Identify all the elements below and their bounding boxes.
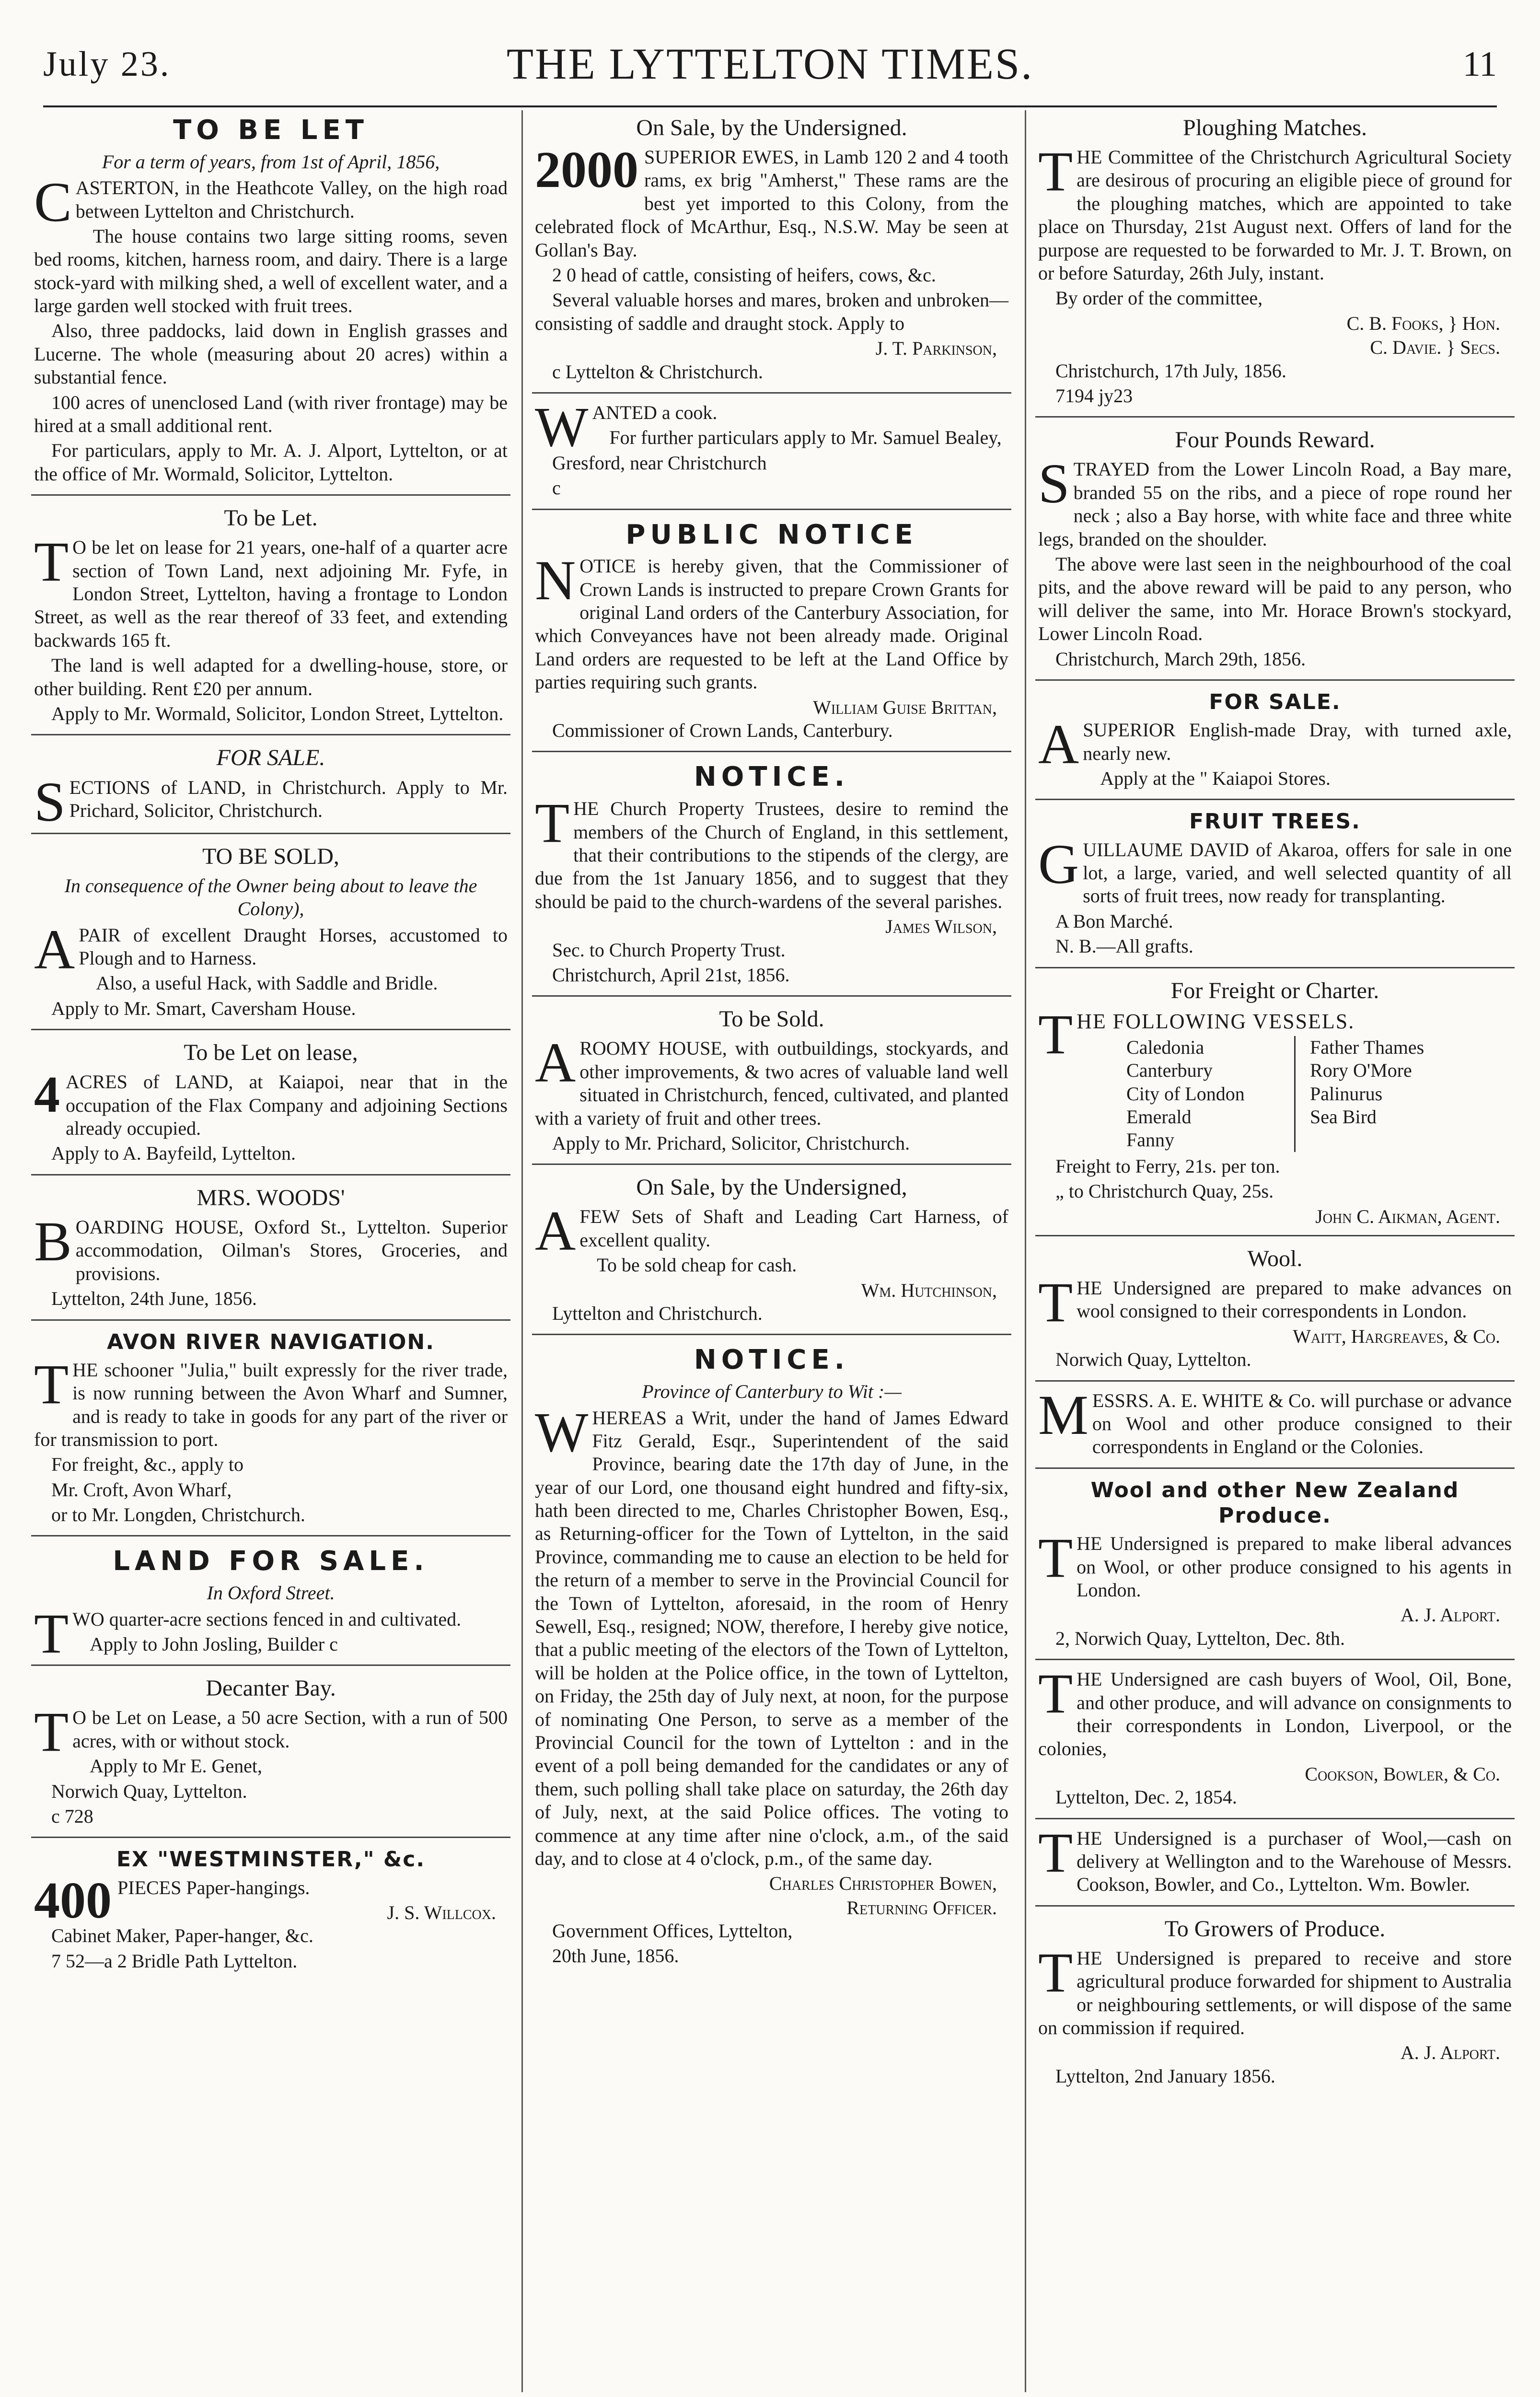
advertisement-notice-church	[532, 751, 1011, 995]
advertisement-freight	[1035, 967, 1515, 1235]
ad-body: TRAYED from the Lower Lincoln Road, a Bay mare, branded 55 on the ribs, and a piece of rope round her neck ; also a Bay horse, with white face and three white legs, branded on the shoulder.	[1038, 458, 1512, 550]
drop-capital: T	[1038, 1526, 1073, 1590]
ad-heading: LAND FOR SALE.	[113, 1546, 429, 1577]
drop-capital: T	[34, 1602, 69, 1665]
drop-capital: 2000	[535, 141, 638, 199]
ad-subheading: In Oxford Street.	[207, 1582, 335, 1604]
advertisement-for-sale-sections	[31, 734, 510, 832]
masthead-rule	[43, 105, 1497, 107]
ad-body: HE Undersigned is prepared to make liberal advances on Wool, or other produce consigned to his agents in London.	[1077, 1533, 1512, 1601]
ad-lead: HE FOLLOWING VESSELS.	[1077, 1009, 1355, 1033]
drop-capital: A	[535, 1199, 576, 1263]
ad-line: By order of the committee,	[1055, 287, 1263, 309]
ad-heading: To be Let.	[224, 505, 318, 531]
ad-line: James Wilson,	[885, 916, 997, 938]
newspaper-title: THE LYTTELTON TIMES.	[506, 39, 1034, 88]
ad-line: Apply to A. Bayfeild, Lyttelton.	[51, 1142, 296, 1164]
ad-body: HE Undersigned is a purchaser of Wool,—cash on delivery at Wellington and to the Warehouse of Messrs. Cookson, Bowler, and Co., Lyttelton. Wm. Bowler.	[1077, 1827, 1512, 1896]
column-divider	[521, 110, 523, 2392]
ad-heading: On Sale, by the Undersigned,	[636, 1175, 907, 1200]
ad-heading: NOTICE.	[694, 1344, 850, 1376]
ad-body: HE Undersigned is prepared to receive and store agricultural produce forwarded for shipment to Australia or neighbouring settlements, or will dispose of the same on commission if required.	[1038, 1947, 1512, 2038]
ad-body: HE Undersigned are prepared to make advances on wool consigned to their correspondents in London.	[1077, 1277, 1512, 1322]
advertisement-notice-writ	[532, 1334, 1011, 1977]
advertisement-growers	[1035, 1905, 1515, 2096]
page-number: 11	[1462, 45, 1497, 84]
advertisement-to-be-sold-horses	[31, 833, 510, 1029]
ad-line: Apply to Mr. Prichard, Solicitor, Christchurch.	[552, 1132, 910, 1154]
ad-line: Apply to Mr. Smart, Caversham House.	[51, 997, 356, 1019]
column-1	[31, 110, 510, 1981]
ad-body: OARDING HOUSE, Oxford St., Lyttelton. Superior accommodation, Oilman's Stores, Groceries, and provisions.	[75, 1216, 508, 1284]
ad-line: J. T. Parkinson,	[875, 337, 997, 360]
advertisement-fruit-trees	[1035, 799, 1515, 966]
ad-line: Apply to John Josling, Builder c	[90, 1633, 338, 1655]
ad-line: c	[552, 477, 561, 499]
drop-capital: T	[1038, 1821, 1073, 1884]
ad-heading: Four Pounds Reward.	[1175, 427, 1375, 453]
vessel-name: Palinurus	[1310, 1082, 1383, 1105]
ad-body: PIECES Paper-hangings.	[117, 1876, 310, 1898]
ad-body: HE Committee of the Christchurch Agricultural Society are desirous of procuring an eligible piece of ground for the ploughing matches, which are appointed to take place on Thursday, 21st August next. Offers of land for the purpose are requested to be forwarded to Mr. J. T. Brown, on or before Saturday, 26th July, instant.	[1038, 146, 1512, 284]
ad-body: UILLAUME DAVID of Akaroa, offers for sale in one lot, a large, varied, and well selected quantity of all sorts of fruit trees, now ready for transplanting.	[1083, 838, 1512, 907]
ad-subheading: In consequence of the Owner being about to leave the Colony),	[64, 874, 477, 920]
advertisement-avon-river	[31, 1319, 510, 1536]
ad-line: A. J. Alport.	[1400, 1604, 1500, 1626]
ad-line: C. Davie. } Secs.	[1370, 337, 1500, 359]
ad-line: Government Offices, Lyttelton,	[552, 1920, 793, 1942]
ad-heading: PUBLIC NOTICE	[625, 519, 918, 550]
issue-date: July 23.	[43, 45, 171, 84]
ad-line: A. J. Alport.	[1400, 2042, 1500, 2064]
ad-line: Christchurch, March 29th, 1856.	[1055, 648, 1306, 670]
ad-body: OTICE is hereby given, that the Commissioner of Crown Lands is instructed to prepare Crown Grants for original Land orders of the Canterbury Association, for which Conveyances have not been already made. Original Land orders are requested to be left at the Land Office by parties requiring such grants.	[535, 555, 1008, 693]
ad-body: ECTIONS of LAND, in Christchurch. Apply to Mr. Prichard, Solicitor, Christchurch.	[69, 776, 508, 821]
vessel-name: Father Thames	[1310, 1036, 1424, 1058]
ad-line: For particulars, apply to Mr. A. J. Alport, Lyttelton, or at the office of Mr. Wormald, Solicitor, Lyttelton.	[34, 440, 508, 485]
ad-heading: Decanter Bay.	[206, 1676, 336, 1701]
ad-body: ROOMY HOUSE, with outbuildings, stockyards, and other improvements, & two acres of valuable land well situated in Christchurch, fenced, cultivated, and planted with a variety of fruit and other trees.	[535, 1037, 1008, 1129]
drop-capital: T	[1038, 1271, 1073, 1334]
ad-heading: To be Sold.	[719, 1006, 824, 1032]
vessel-name: Fanny	[1126, 1129, 1175, 1151]
ad-body: ASTERTON, in the Heathcote Valley, on the high road between Lyttelton and Christchurch.	[75, 177, 508, 222]
advertisement-wool	[1035, 1235, 1515, 1380]
drop-capital: M	[1038, 1383, 1088, 1446]
ad-line: 100 acres of unenclosed Land (with river frontage) may be hired at a small additional rent.	[34, 391, 508, 437]
ad-line: Also, a useful Hack, with Saddle and Bridle.	[96, 972, 438, 994]
advertisement-land-for-sale	[31, 1535, 510, 1664]
ad-line: 7 52—a 2 Bridle Path Lyttelton.	[51, 1950, 298, 1972]
drop-capital: T	[1038, 140, 1073, 203]
column-divider	[1025, 110, 1026, 2392]
drop-capital: W	[535, 1400, 589, 1464]
ad-line: 20th June, 1856.	[552, 1945, 679, 1967]
ad-line: The house contains two large sitting rooms, seven bed rooms, kitchen, harness room, and dairy. There is a large stock-yard with milking shed, a well of excellent water, and a large garden well stocked with fruit trees.	[34, 225, 508, 317]
ad-subheading: For a term of years, from 1st of April, 1856,	[102, 151, 440, 173]
advertisement-ewes	[532, 110, 1011, 392]
ad-line: William Guise Brittan,	[813, 696, 997, 718]
vessels-right	[1294, 1036, 1476, 1152]
ad-line: c 728	[51, 1805, 93, 1827]
drop-capital: C	[34, 171, 72, 234]
ad-line: Waitt, Hargreaves, & Co.	[1293, 1325, 1500, 1347]
ad-line: or to Mr. Longden, Christchurch.	[51, 1504, 305, 1526]
drop-capital: T	[34, 1352, 69, 1416]
ad-heading: To Growers of Produce.	[1164, 1916, 1386, 1942]
advertisement-to-be-let-kaiapoi	[31, 1029, 510, 1174]
drop-capital: A	[34, 918, 75, 981]
ad-heading: FOR SALE.	[1209, 689, 1341, 714]
drop-capital: 4	[34, 1066, 60, 1124]
drop-capital: N	[535, 549, 576, 612]
ad-heading: To be Let on lease,	[184, 1040, 358, 1066]
ad-line: C. B. Fooks, } Hon.	[1346, 312, 1500, 334]
ad-line: Lyttelton, 2nd January 1856.	[1055, 2065, 1275, 2087]
ad-heading: FOR SALE.	[216, 745, 325, 771]
ad-heading: FRUIT TREES.	[1189, 809, 1361, 834]
ad-line: Also, three paddocks, laid down in English grasses and Lucerne. The whole (measuring about 20 acres) within a substantial fence.	[34, 320, 508, 388]
advertisement-wanted-cook	[532, 392, 1011, 509]
drop-capital: S	[34, 770, 66, 833]
advertisement-nz-produce	[1035, 1467, 1515, 1659]
masthead	[43, 34, 1497, 105]
ad-line: Apply at the " Kaiapoi Stores.	[1100, 767, 1331, 789]
drop-capital: T	[34, 530, 69, 593]
ad-line: Gresford, near Christchurch	[552, 452, 767, 474]
ad-body: O be let on lease for 21 years, one-half of a quarter acre section of Town Land, next adjoining Mr. Fyfe, in London Street, Lyttelton, having a frontage to London Street, as well as the rear thereof of 33 feet, and extending backwards 165 ft.	[34, 536, 508, 651]
ad-body: SUPERIOR English-made Dray, with turned axle, nearly new.	[1083, 719, 1512, 764]
advertisement-cash-buyers	[1035, 1659, 1515, 1817]
ad-line: Cabinet Maker, Paper-hanger, &c.	[51, 1925, 313, 1947]
advertisement-ploughing	[1035, 110, 1515, 416]
ad-body: HE Church Property Trustees, desire to remind the members of the Church of England, in this settlement, that their contributions to the stipends of the clergy, are due from the 1st January 1856, and to suggest that they should be paid to the church-wardens of the several parishes.	[535, 798, 1008, 912]
drop-capital: B	[34, 1210, 72, 1273]
ad-line: Apply to Mr. Wormald, Solicitor, London Street, Lyttelton.	[51, 703, 504, 725]
advertisement-to-be-let-lease	[31, 494, 510, 734]
ad-body: ACRES of LAND, at Kaiapoi, near that in the occupation of the Flax Company and adjoining Sections already occupied.	[66, 1071, 508, 1140]
ad-heading: Wool.	[1247, 1246, 1303, 1271]
vessel-name: Emerald	[1126, 1106, 1192, 1128]
ad-line: Norwich Quay, Lyttelton.	[1055, 1349, 1251, 1371]
ad-heading: MRS. WOODS'	[197, 1185, 345, 1210]
ad-line: Mr. Croft, Avon Wharf,	[51, 1478, 232, 1501]
vessel-name: Sea Bird	[1310, 1106, 1377, 1128]
ad-line: The land is well adapted for a dwelling-house, store, or other building. Rent £20 per annum.	[34, 654, 508, 699]
ad-body: SUPERIOR EWES, in Lamb 120 2 and 4 tooth rams, ex brig "Amherst," These rams are the best yet imported to this Colony, from the celebrated flock of McArthur, Esq., N.S.W. May be seen at Gollan's Bay.	[535, 146, 1008, 261]
advertisement-westminster	[31, 1837, 510, 1981]
advertisement-white-co	[1035, 1380, 1515, 1467]
ad-line: 2, Norwich Quay, Lyttelton, Dec. 8th.	[1055, 1627, 1345, 1649]
vessel-name: Caledonia	[1126, 1036, 1204, 1058]
ad-line: Commissioner of Crown Lands, Canterbury.	[552, 720, 893, 742]
ad-body: WO quarter-acre sections fenced in and cultivated.	[72, 1608, 462, 1630]
drop-capital: A	[535, 1031, 576, 1094]
ad-line: Wm. Hutchinson,	[861, 1279, 997, 1301]
ad-line: Cookson, Bowler, & Co.	[1305, 1763, 1500, 1785]
advertisement-public-notice	[532, 509, 1011, 751]
vessel-name: Canterbury	[1126, 1059, 1213, 1082]
ad-body: O be Let on Lease, a 50 acre Section, with a run of 500 acres, with or without stock.	[72, 1707, 508, 1752]
vessel-name: Rory O'More	[1310, 1059, 1412, 1082]
ad-line: Lyttelton and Christchurch.	[552, 1302, 763, 1324]
drop-capital: A	[1038, 713, 1079, 776]
ad-body: HE schooner "Julia," built expressly for the river trade, is now running between the Avon Wharf and Sumner, and is ready to take in goods for any part of the river or for transmission to port.	[34, 1359, 508, 1450]
ad-line: John C. Aikman, Agent.	[1315, 1205, 1500, 1227]
ad-heading: On Sale, by the Undersigned.	[636, 115, 907, 140]
ad-line: c Lyttelton & Christchurch.	[552, 361, 763, 383]
drop-capital: T	[1038, 1662, 1073, 1725]
ad-heading: NOTICE.	[694, 761, 850, 793]
vessels-left	[1112, 1036, 1294, 1152]
advertisement-decanter-bay	[31, 1664, 510, 1837]
ad-body: FEW Sets of Shaft and Leading Cart Harness, of excellent quality.	[579, 1206, 1008, 1251]
ad-body: PAIR of excellent Draught Horses, accustomed to Plough and to Harness.	[79, 924, 508, 969]
advertisement-purchaser	[1035, 1818, 1515, 1905]
column-2	[532, 110, 1011, 1977]
drop-capital: T	[535, 791, 570, 855]
ad-heading: For Freight or Charter.	[1170, 977, 1379, 1003]
ad-line: Lyttelton, Dec. 2, 1854.	[1055, 1786, 1237, 1808]
ad-heading: AVON RIVER NAVIGATION.	[107, 1329, 435, 1354]
ad-line: Lyttelton, 24th June, 1856.	[51, 1288, 257, 1310]
advertisement-dray	[1035, 679, 1515, 799]
ad-heading: EX "WESTMINSTER," &c.	[116, 1847, 426, 1872]
ad-line: N. B.—All grafts.	[1055, 935, 1193, 957]
ad-line: Freight to Ferry, 21s. per ton.	[1055, 1155, 1280, 1177]
drop-capital: G	[1038, 832, 1079, 896]
ad-heading: TO BE LET	[173, 115, 369, 146]
drop-capital: S	[1038, 452, 1070, 515]
ad-line: Sec. to Church Property Trust.	[552, 939, 786, 961]
ad-line: For further particulars apply to Mr. Samuel Bealey,	[609, 427, 1002, 449]
column-3	[1035, 110, 1515, 2096]
ad-body: ANTED a cook.	[592, 401, 718, 423]
ad-line: The above were last seen in the neighbourhood of the coal pits, and the above reward will be paid to any person, who will deliver the same, into Mr. Horace Brown's stockyard, Lower Lincoln Road.	[1038, 553, 1512, 645]
ad-line: Several valuable horses and mares, broken and unbroken—consisting of saddle and draught stock. Apply to	[535, 289, 1008, 334]
ad-line: Norwich Quay, Lyttelton.	[51, 1780, 247, 1802]
drop-capital: T	[1038, 1941, 1073, 2004]
ad-line: 7194 jy23	[1055, 384, 1133, 407]
ad-line: 2 0 head of cattle, consisting of heifers, cows, &c.	[552, 264, 936, 286]
ad-heading: Wool and other New Zealand Produce.	[1090, 1478, 1459, 1528]
ad-body: HEREAS a Writ, under the hand of James Edward Fitz Gerald, Esqr., Superintendent of the said Province, bearing date the 17th day of June, in the year of our Lord, one thousand eight hundred and fifty-six, hath been directed to me, Charles Christopher Bowen, Esq., as Returning-officer for the Town of Lyttelton, in the said Province, commanding me to cause an election to be held for the return of a member to serve in the Provincial Council for the Town of Lyttelton, aforesaid, in the room of Henry Sewell, Esq., resigned; NOW, therefore, I hereby give notice, that a public meeting of the electors of the Town of Lyttelton, will be holden at the Police office, in the town of Lyttelton, on Friday, the 25th day of July next, at noon, for the purpose of nominating One Person, to serve as a member of the Provincial Council for the town of Lyttelton : and in the event of a poll being demanded for the candidates or any of them, such polling shall take place on saturday, the 26th day of July, next, at the said Police offices. The voting to commence at any time after nine o'clock, a.m., of the said day, and to close at 4 o'clock, p.m., of the same day.	[535, 1407, 1008, 1869]
ad-line: To be sold cheap for cash.	[597, 1254, 797, 1276]
advertisement-harness	[532, 1164, 1011, 1334]
ad-line: J. S. Willcox.	[387, 1902, 496, 1924]
ad-body: HE Undersigned are cash buyers of Wool, Oil, Bone, and other produce, and will advance on consignments to their correspondents in London, Liverpool, or the colonies,	[1038, 1668, 1512, 1760]
ad-line: For freight, &c., apply to	[51, 1454, 244, 1476]
advertisement-mrs-woods	[31, 1174, 510, 1319]
advertisement-roomy-house	[532, 995, 1011, 1164]
drop-capital: 400	[34, 1872, 112, 1929]
ad-heading: Ploughing Matches.	[1183, 115, 1367, 140]
ad-subheading: Province of Canterbury to Wit :—	[642, 1381, 902, 1403]
advertisement-to-be-let-casterton	[31, 110, 510, 494]
ad-line: „ to Christchurch Quay, 25s.	[1055, 1180, 1274, 1202]
vessel-name: City of London	[1126, 1082, 1245, 1105]
ad-line: Charles Christopher Bowen,	[769, 1873, 997, 1895]
ad-line: Apply to Mr E. Genet,	[90, 1755, 263, 1777]
advertisement-four-pounds	[1035, 416, 1515, 679]
ad-body: ESSRS. A. E. WHITE & Co. will purchase or advance on Wool and other produce consigned to their correspondents in England or the Colonies.	[1092, 1389, 1512, 1458]
ad-line: Christchurch, April 21st, 1856.	[552, 964, 790, 986]
drop-capital: T	[34, 1700, 69, 1764]
drop-capital: T	[1038, 1002, 1073, 1066]
vessel-list	[1112, 1036, 1476, 1152]
ad-line: A Bon Marché.	[1055, 910, 1173, 932]
drop-capital: W	[535, 395, 589, 458]
ad-line: Christchurch, 17th July, 1856.	[1055, 360, 1286, 382]
ad-heading: TO BE SOLD,	[202, 843, 339, 869]
ad-line: Returning Officer.	[846, 1897, 997, 1919]
